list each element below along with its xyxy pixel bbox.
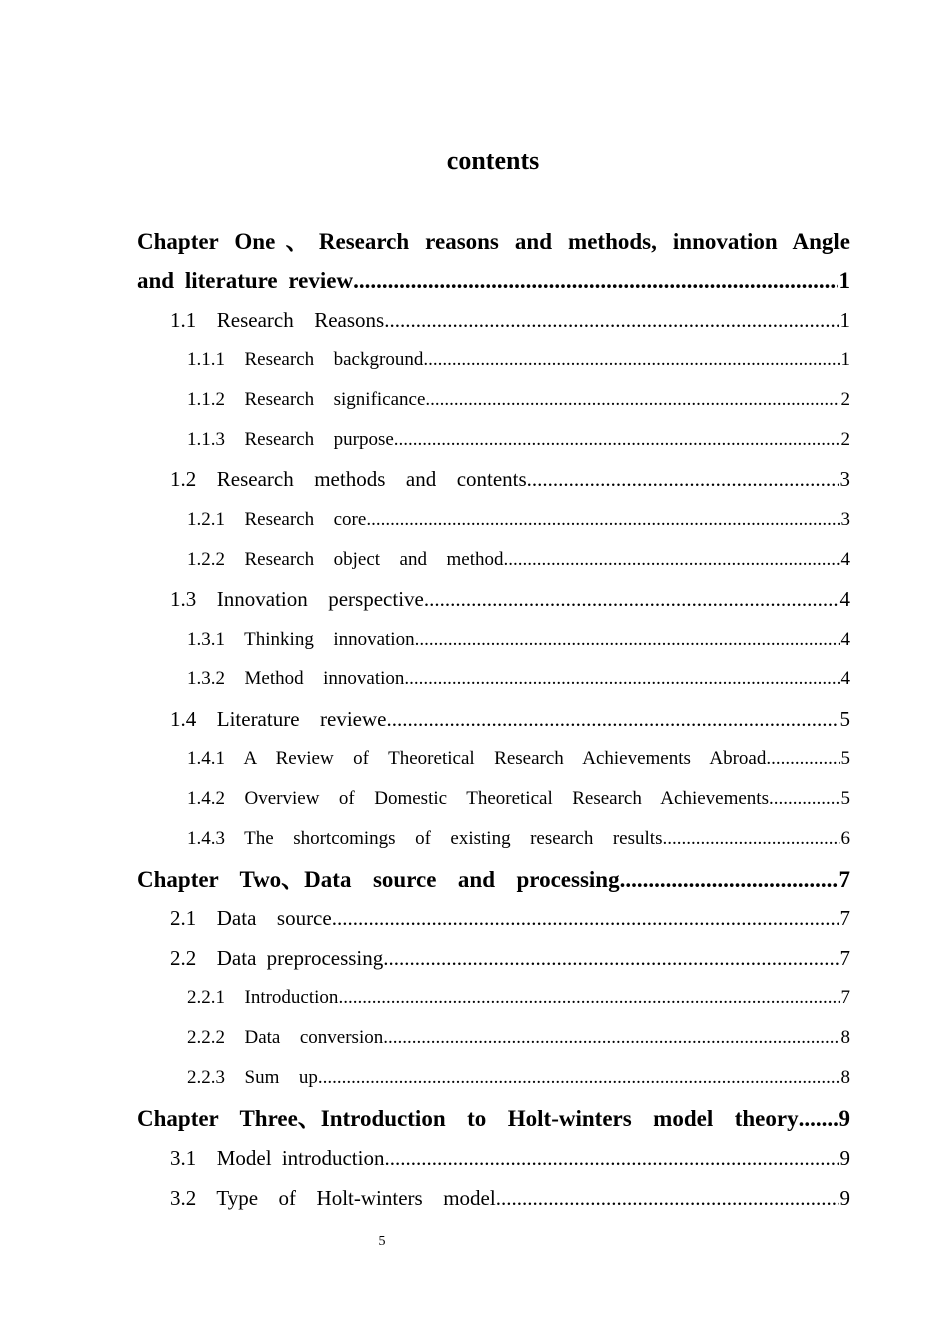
dot-leader xyxy=(387,705,839,733)
toc-page-number: 4 xyxy=(840,668,850,689)
toc-page-number: 8 xyxy=(840,1027,850,1048)
toc-page-number: 7 xyxy=(838,867,850,892)
toc-entry-2-2-2[interactable] xyxy=(187,1025,850,1051)
toc-title: contents xyxy=(446,146,540,175)
dot-leader xyxy=(383,1025,839,1051)
toc-page-number: 1 xyxy=(840,349,850,370)
toc-entry-label: Chapter Three、Introduction to Holt-winters model theory xyxy=(137,1106,799,1131)
toc-page-number: 7 xyxy=(840,987,850,1008)
toc-entry-2-1[interactable] xyxy=(170,904,850,932)
toc-page-number: 1 xyxy=(838,268,850,293)
toc-page-number: 4 xyxy=(840,549,850,570)
toc-entry-1-2-2[interactable] xyxy=(187,547,850,573)
toc-entry-2-2[interactable] xyxy=(170,944,850,972)
toc-entry-label: 2.2.1 Introduction xyxy=(187,987,339,1008)
toc-page-number: 9 xyxy=(838,1106,850,1131)
toc-entry-label: 1.4.2 Overview of Domestic Theoretical Research Achievements xyxy=(187,788,769,809)
dot-leader xyxy=(769,786,840,812)
toc-entry-label: 1.4 Literature reviewe xyxy=(170,707,387,731)
toc-entry-1-1-2[interactable] xyxy=(187,387,850,413)
toc-entry-label: 1.1.3 Research purpose xyxy=(187,429,394,450)
toc-entry-label: 2.2 Data preprocessing xyxy=(170,946,384,970)
dot-leader xyxy=(496,1184,839,1212)
dot-leader xyxy=(423,347,839,373)
toc-entry-1-4-2[interactable] xyxy=(187,786,850,812)
toc-page-number: 9 xyxy=(839,1186,850,1210)
toc-entry-chapter-one-line1[interactable]: Chapter One、Research reasons and methods, innovation Angle xyxy=(137,229,850,254)
toc-entry-label: 1.2 Research methods and contents xyxy=(170,467,527,491)
toc-entry-label: 1.1 Research Reasons xyxy=(170,308,385,332)
toc-page-number: 4 xyxy=(839,587,850,611)
dot-leader xyxy=(318,1065,840,1091)
toc-entry-label: 1.3.1 Thinking innovation xyxy=(187,629,415,650)
toc-entry-label: 1.3 Innovation perspective xyxy=(170,587,424,611)
page-number: 5 xyxy=(378,1234,386,1249)
toc-entry-chapter-one[interactable] xyxy=(137,266,850,296)
toc-page-number: 6 xyxy=(840,828,850,849)
toc-page-number: 4 xyxy=(840,629,850,650)
toc-entry-label: 2.1 Data source xyxy=(170,906,332,930)
toc-entry-label: 1.4.1 A Review of Theoretical Research Achievements Abroad xyxy=(187,748,767,769)
toc-entry-label: Chapter Two、Data source and processing xyxy=(137,867,620,892)
toc-entry-label: 1.1.2 Research significance xyxy=(187,389,426,410)
dot-leader xyxy=(415,627,840,653)
toc-entry-label: 1.2.2 Research object and method xyxy=(187,549,504,570)
dot-leader xyxy=(384,1144,838,1172)
toc-entry-1-4[interactable] xyxy=(170,705,850,733)
toc-page-number: 3 xyxy=(839,467,850,491)
toc-page-number: 8 xyxy=(840,1067,850,1088)
dot-leader xyxy=(799,1104,838,1134)
toc-entry-2-2-1[interactable] xyxy=(187,985,850,1011)
toc-page-number: 5 xyxy=(840,788,850,809)
dot-leader xyxy=(338,985,839,1011)
toc-entry-2-2-3[interactable] xyxy=(187,1065,850,1091)
dot-leader xyxy=(353,266,837,296)
dot-leader xyxy=(366,507,839,533)
toc-page-number: 7 xyxy=(839,906,850,930)
toc-entry-label: 2.2.2 Data conversion xyxy=(187,1027,384,1048)
toc-entry-label: 1.2.1 Research core xyxy=(187,509,367,530)
toc-entry-label: 3.2 Type of Holt-winters model xyxy=(170,1186,496,1210)
toc-entry-1-1[interactable] xyxy=(170,306,850,334)
dot-leader xyxy=(424,585,839,613)
dot-leader xyxy=(425,387,839,413)
toc-entry-3-2[interactable] xyxy=(170,1184,850,1212)
toc-entry-1-4-1[interactable] xyxy=(187,746,850,772)
toc-entry-1-1-3[interactable] xyxy=(187,427,850,453)
toc-page-number: 5 xyxy=(840,748,850,769)
toc-entry-3-1[interactable] xyxy=(170,1144,850,1172)
dot-leader xyxy=(332,904,839,932)
toc-entry-1-1-1[interactable] xyxy=(187,347,850,373)
toc-entry-label: 1.3.2 Method innovation xyxy=(187,668,405,689)
dot-leader xyxy=(404,666,839,692)
toc-entry-label: and literature review xyxy=(137,268,354,293)
toc-entry-chapter-three[interactable] xyxy=(137,1104,850,1134)
toc-entry-1-3-2[interactable] xyxy=(187,666,850,692)
toc-entry-chapter-two[interactable] xyxy=(137,865,850,895)
toc-entry-label: 1.1.1 Research background xyxy=(187,349,424,370)
dot-leader xyxy=(766,746,839,772)
toc-entry-1-3[interactable] xyxy=(170,585,850,613)
toc-entry-label: 3.1 Model introduction xyxy=(170,1146,385,1170)
dot-leader xyxy=(527,465,839,493)
dot-leader xyxy=(383,944,838,972)
toc-page-number: 2 xyxy=(840,389,850,410)
toc-page-number: 7 xyxy=(839,946,850,970)
toc-page-number: 5 xyxy=(839,707,850,731)
toc-entry-1-2-1[interactable] xyxy=(187,507,850,533)
toc-page-number: 9 xyxy=(839,1146,850,1170)
dot-leader xyxy=(662,826,839,852)
dot-leader xyxy=(384,306,838,334)
toc-entry-1-4-3[interactable] xyxy=(187,826,850,852)
toc-page-number: 1 xyxy=(839,308,850,332)
toc-page-number: 2 xyxy=(840,429,850,450)
dot-leader xyxy=(620,865,838,895)
dot-leader xyxy=(394,427,840,453)
toc-entry-1-2[interactable] xyxy=(170,465,850,493)
toc-entry-label: 2.2.3 Sum up xyxy=(187,1067,318,1088)
toc-entry-1-3-1[interactable] xyxy=(187,627,850,653)
toc-page-number: 3 xyxy=(840,509,850,530)
toc-entry-label: 1.4.3 The shortcomings of existing research results xyxy=(187,828,663,849)
dot-leader xyxy=(503,547,839,573)
